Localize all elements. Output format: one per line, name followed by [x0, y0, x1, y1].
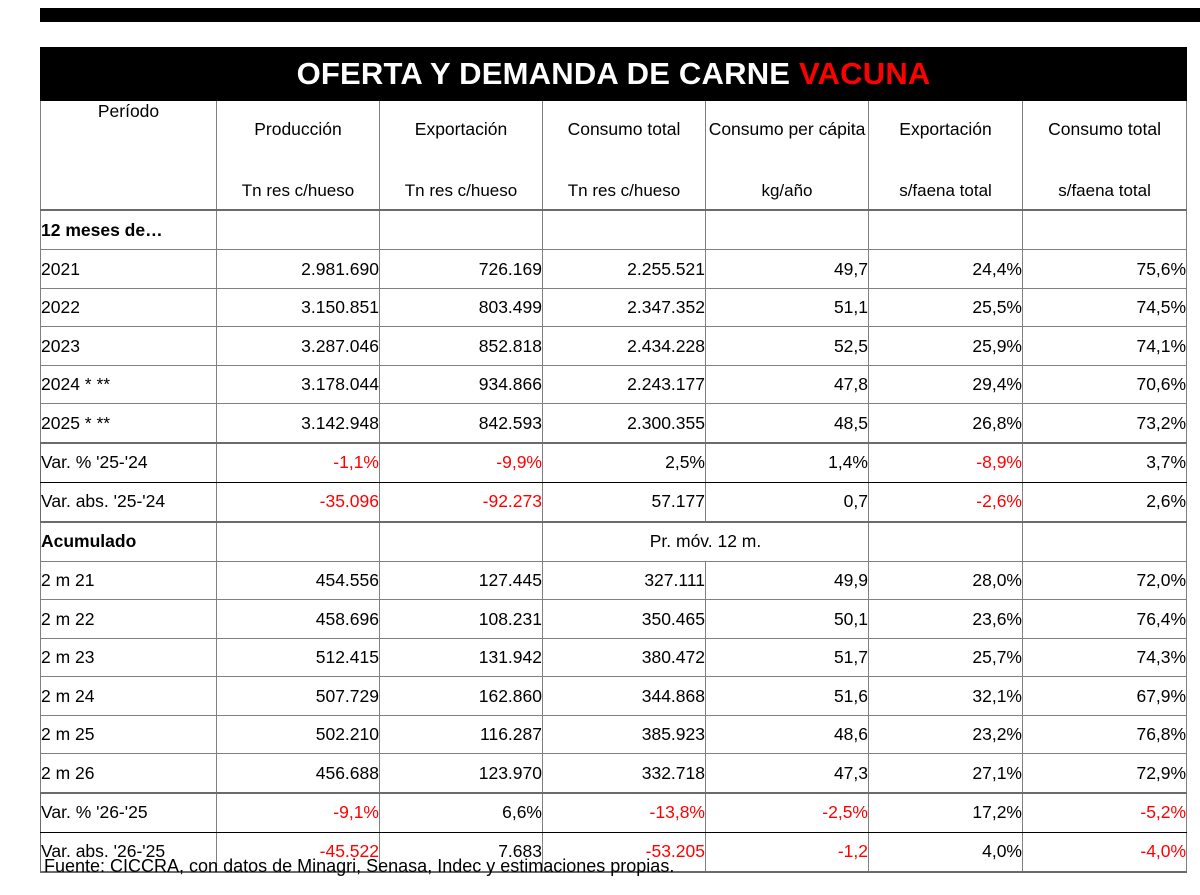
column-header-label: Período [97, 101, 160, 121]
column-header-label: Producción [254, 119, 342, 139]
variation-value-cell: 57.177 [543, 482, 706, 522]
row-value-cell: 512.415 [217, 638, 380, 677]
column-header-units: kg/año [761, 181, 813, 201]
table-row [41, 561, 1187, 600]
row-value-cell: 3.150.851 [217, 288, 380, 327]
row-value-cell: 127.445 [380, 561, 543, 600]
header-row [41, 101, 1187, 211]
row-value-cell: 49,9 [706, 561, 869, 600]
section-blank-cell [543, 210, 706, 250]
section-blank-cell [869, 522, 1023, 562]
variation-value-cell: 7.683 [380, 832, 543, 872]
row-period-label: 2 m 24 [41, 677, 217, 716]
row-value-cell: 73,2% [1023, 404, 1187, 443]
table-title-cell [41, 48, 1187, 101]
row-value-cell: 74,1% [1023, 327, 1187, 366]
column-header-label: Consumo total [567, 119, 681, 139]
row-value-cell: 131.942 [380, 638, 543, 677]
row-value-cell: 116.287 [380, 715, 543, 754]
section-header-row [41, 210, 1187, 250]
variation-value-cell: -9,9% [380, 443, 543, 483]
section-header-label: 12 meses de… [41, 210, 217, 250]
variation-row-label: Var. abs. '26-'25 [41, 832, 217, 872]
row-value-cell: 803.499 [380, 288, 543, 327]
column-header-units: Tn res c/hueso [567, 181, 681, 201]
oferta-demanda-table [40, 47, 1187, 873]
row-period-label: 2 m 22 [41, 600, 217, 639]
table-row [41, 754, 1187, 793]
column-header-5 [869, 101, 1023, 211]
table-row [41, 250, 1187, 289]
variation-value-cell: -1,2 [706, 832, 869, 872]
row-value-cell: 23,6% [869, 600, 1023, 639]
section-blank-cell [1023, 210, 1187, 250]
row-value-cell: 502.210 [217, 715, 380, 754]
variation-row [41, 443, 1187, 483]
row-value-cell: 48,5 [706, 404, 869, 443]
row-value-cell: 507.729 [217, 677, 380, 716]
section-blank-cell [706, 210, 869, 250]
row-value-cell: 456.688 [217, 754, 380, 793]
row-value-cell: 51,1 [706, 288, 869, 327]
row-value-cell: 26,8% [869, 404, 1023, 443]
section-blank-cell [1023, 522, 1187, 562]
row-value-cell: 2.434.228 [543, 327, 706, 366]
column-header-label: Consumo per cápita [708, 119, 866, 139]
variation-row [41, 793, 1187, 833]
section-blank-cell [217, 210, 380, 250]
row-value-cell: 934.866 [380, 365, 543, 404]
table-row [41, 677, 1187, 716]
variation-value-cell: 3,7% [1023, 443, 1187, 483]
row-period-label: 2024 * ** [41, 365, 217, 404]
row-value-cell: 47,8 [706, 365, 869, 404]
row-value-cell: 51,6 [706, 677, 869, 716]
row-value-cell: 2.300.355 [543, 404, 706, 443]
row-period-label: 2021 [41, 250, 217, 289]
column-header-period [41, 101, 217, 211]
row-value-cell: 29,4% [869, 365, 1023, 404]
source-footnote: Fuente: CICCRA, con datos de Minagri, Senasa, Indec y estimaciones propias. [44, 856, 675, 876]
row-period-label: 2 m 23 [41, 638, 217, 677]
section-blank-cell [869, 210, 1023, 250]
row-value-cell: 25,7% [869, 638, 1023, 677]
column-header-label: Exportación [899, 119, 992, 139]
row-value-cell: 72,9% [1023, 754, 1187, 793]
variation-value-cell: 17,2% [869, 793, 1023, 833]
row-value-cell: 76,8% [1023, 715, 1187, 754]
row-value-cell: 344.868 [543, 677, 706, 716]
row-value-cell: 385.923 [543, 715, 706, 754]
table-body [41, 48, 1187, 872]
variation-value-cell: -8,9% [869, 443, 1023, 483]
row-value-cell: 25,9% [869, 327, 1023, 366]
variation-row-label: Var. abs. '25-'24 [41, 482, 217, 522]
row-value-cell: 3.287.046 [217, 327, 380, 366]
variation-value-cell: 4,0% [869, 832, 1023, 872]
row-value-cell: 76,4% [1023, 600, 1187, 639]
variation-value-cell: -2,5% [706, 793, 869, 833]
column-header-units: s/faena total [899, 181, 992, 201]
row-value-cell: 74,5% [1023, 288, 1187, 327]
row-value-cell: 51,7 [706, 638, 869, 677]
variation-value-cell: 1,4% [706, 443, 869, 483]
row-period-label: 2022 [41, 288, 217, 327]
variation-row-label: Var. % '26-'25 [41, 793, 217, 833]
table-row [41, 638, 1187, 677]
column-header-label: Exportación [414, 119, 508, 139]
variation-value-cell: -1,1% [217, 443, 380, 483]
row-value-cell: 49,7 [706, 250, 869, 289]
row-value-cell: 726.169 [380, 250, 543, 289]
column-header-units: Tn res c/hueso [404, 181, 518, 201]
section-header-label: Acumulado [41, 522, 217, 562]
row-value-cell: 350.465 [543, 600, 706, 639]
column-header-3 [543, 101, 706, 211]
row-value-cell: 24,4% [869, 250, 1023, 289]
title-row [41, 48, 1187, 101]
table-row [41, 327, 1187, 366]
row-value-cell: 852.818 [380, 327, 543, 366]
row-value-cell: 2.981.690 [217, 250, 380, 289]
table-title [297, 56, 931, 91]
row-value-cell: 67,9% [1023, 677, 1187, 716]
row-value-cell: 332.718 [543, 754, 706, 793]
row-period-label: 2 m 26 [41, 754, 217, 793]
row-value-cell: 28,0% [869, 561, 1023, 600]
row-value-cell: 454.556 [217, 561, 380, 600]
section-blank-cell [380, 522, 543, 562]
row-value-cell: 27,1% [869, 754, 1023, 793]
variation-value-cell: 6,6% [380, 793, 543, 833]
row-period-label: 2 m 25 [41, 715, 217, 754]
row-value-cell: 2.347.352 [543, 288, 706, 327]
table-row [41, 365, 1187, 404]
row-value-cell: 380.472 [543, 638, 706, 677]
row-value-cell: 32,1% [869, 677, 1023, 716]
row-value-cell: 842.593 [380, 404, 543, 443]
table-row [41, 715, 1187, 754]
table-container [40, 47, 1186, 873]
row-value-cell: 74,3% [1023, 638, 1187, 677]
section-blank-cell [217, 522, 380, 562]
title-accent: VACUNA [798, 56, 931, 92]
top-black-rule [40, 8, 1200, 22]
row-value-cell: 2.255.521 [543, 250, 706, 289]
table-row [41, 404, 1187, 443]
column-header-2 [380, 101, 543, 211]
row-value-cell: 23,2% [869, 715, 1023, 754]
variation-value-cell: -4,0% [1023, 832, 1187, 872]
row-value-cell: 72,0% [1023, 561, 1187, 600]
variation-value-cell: -35.096 [217, 482, 380, 522]
variation-value-cell: -13,8% [543, 793, 706, 833]
variation-value-cell: -53.205 [543, 832, 706, 872]
row-period-label: 2023 [41, 327, 217, 366]
moving-average-note: Pr. móv. 12 m. [543, 522, 869, 562]
row-value-cell: 123.970 [380, 754, 543, 793]
variation-value-cell: -9,1% [217, 793, 380, 833]
row-period-label: 2 m 21 [41, 561, 217, 600]
row-value-cell: 48,6 [706, 715, 869, 754]
title-main: OFERTA Y DEMANDA DE CARNE [296, 56, 799, 92]
row-value-cell: 70,6% [1023, 365, 1187, 404]
table-row [41, 288, 1187, 327]
column-header-units: s/faena total [1058, 181, 1151, 201]
row-value-cell: 52,5 [706, 327, 869, 366]
row-value-cell: 50,1 [706, 600, 869, 639]
row-value-cell: 47,3 [706, 754, 869, 793]
table-row [41, 600, 1187, 639]
column-header-1 [217, 101, 380, 211]
row-value-cell: 162.860 [380, 677, 543, 716]
row-value-cell: 327.111 [543, 561, 706, 600]
variation-value-cell: -45.522 [217, 832, 380, 872]
variation-value-cell: 0,7 [706, 482, 869, 522]
variation-row [41, 482, 1187, 522]
row-value-cell: 3.178.044 [217, 365, 380, 404]
row-value-cell: 3.142.948 [217, 404, 380, 443]
variation-value-cell: 2,5% [543, 443, 706, 483]
column-header-label: Consumo total [1048, 119, 1161, 139]
section-blank-cell [380, 210, 543, 250]
column-header-4 [706, 101, 869, 211]
variation-value-cell: -5,2% [1023, 793, 1187, 833]
row-value-cell: 25,5% [869, 288, 1023, 327]
variation-row-label: Var. % '25-'24 [41, 443, 217, 483]
row-value-cell: 2.243.177 [543, 365, 706, 404]
section-header-row [41, 522, 1187, 562]
column-header-6 [1023, 101, 1187, 211]
column-header-units: Tn res c/hueso [241, 181, 355, 201]
variation-value-cell: 2,6% [1023, 482, 1187, 522]
variation-value-cell: -2,6% [869, 482, 1023, 522]
row-value-cell: 108.231 [380, 600, 543, 639]
row-period-label: 2025 * ** [41, 404, 217, 443]
variation-value-cell: -92.273 [380, 482, 543, 522]
row-value-cell: 75,6% [1023, 250, 1187, 289]
row-value-cell: 458.696 [217, 600, 380, 639]
